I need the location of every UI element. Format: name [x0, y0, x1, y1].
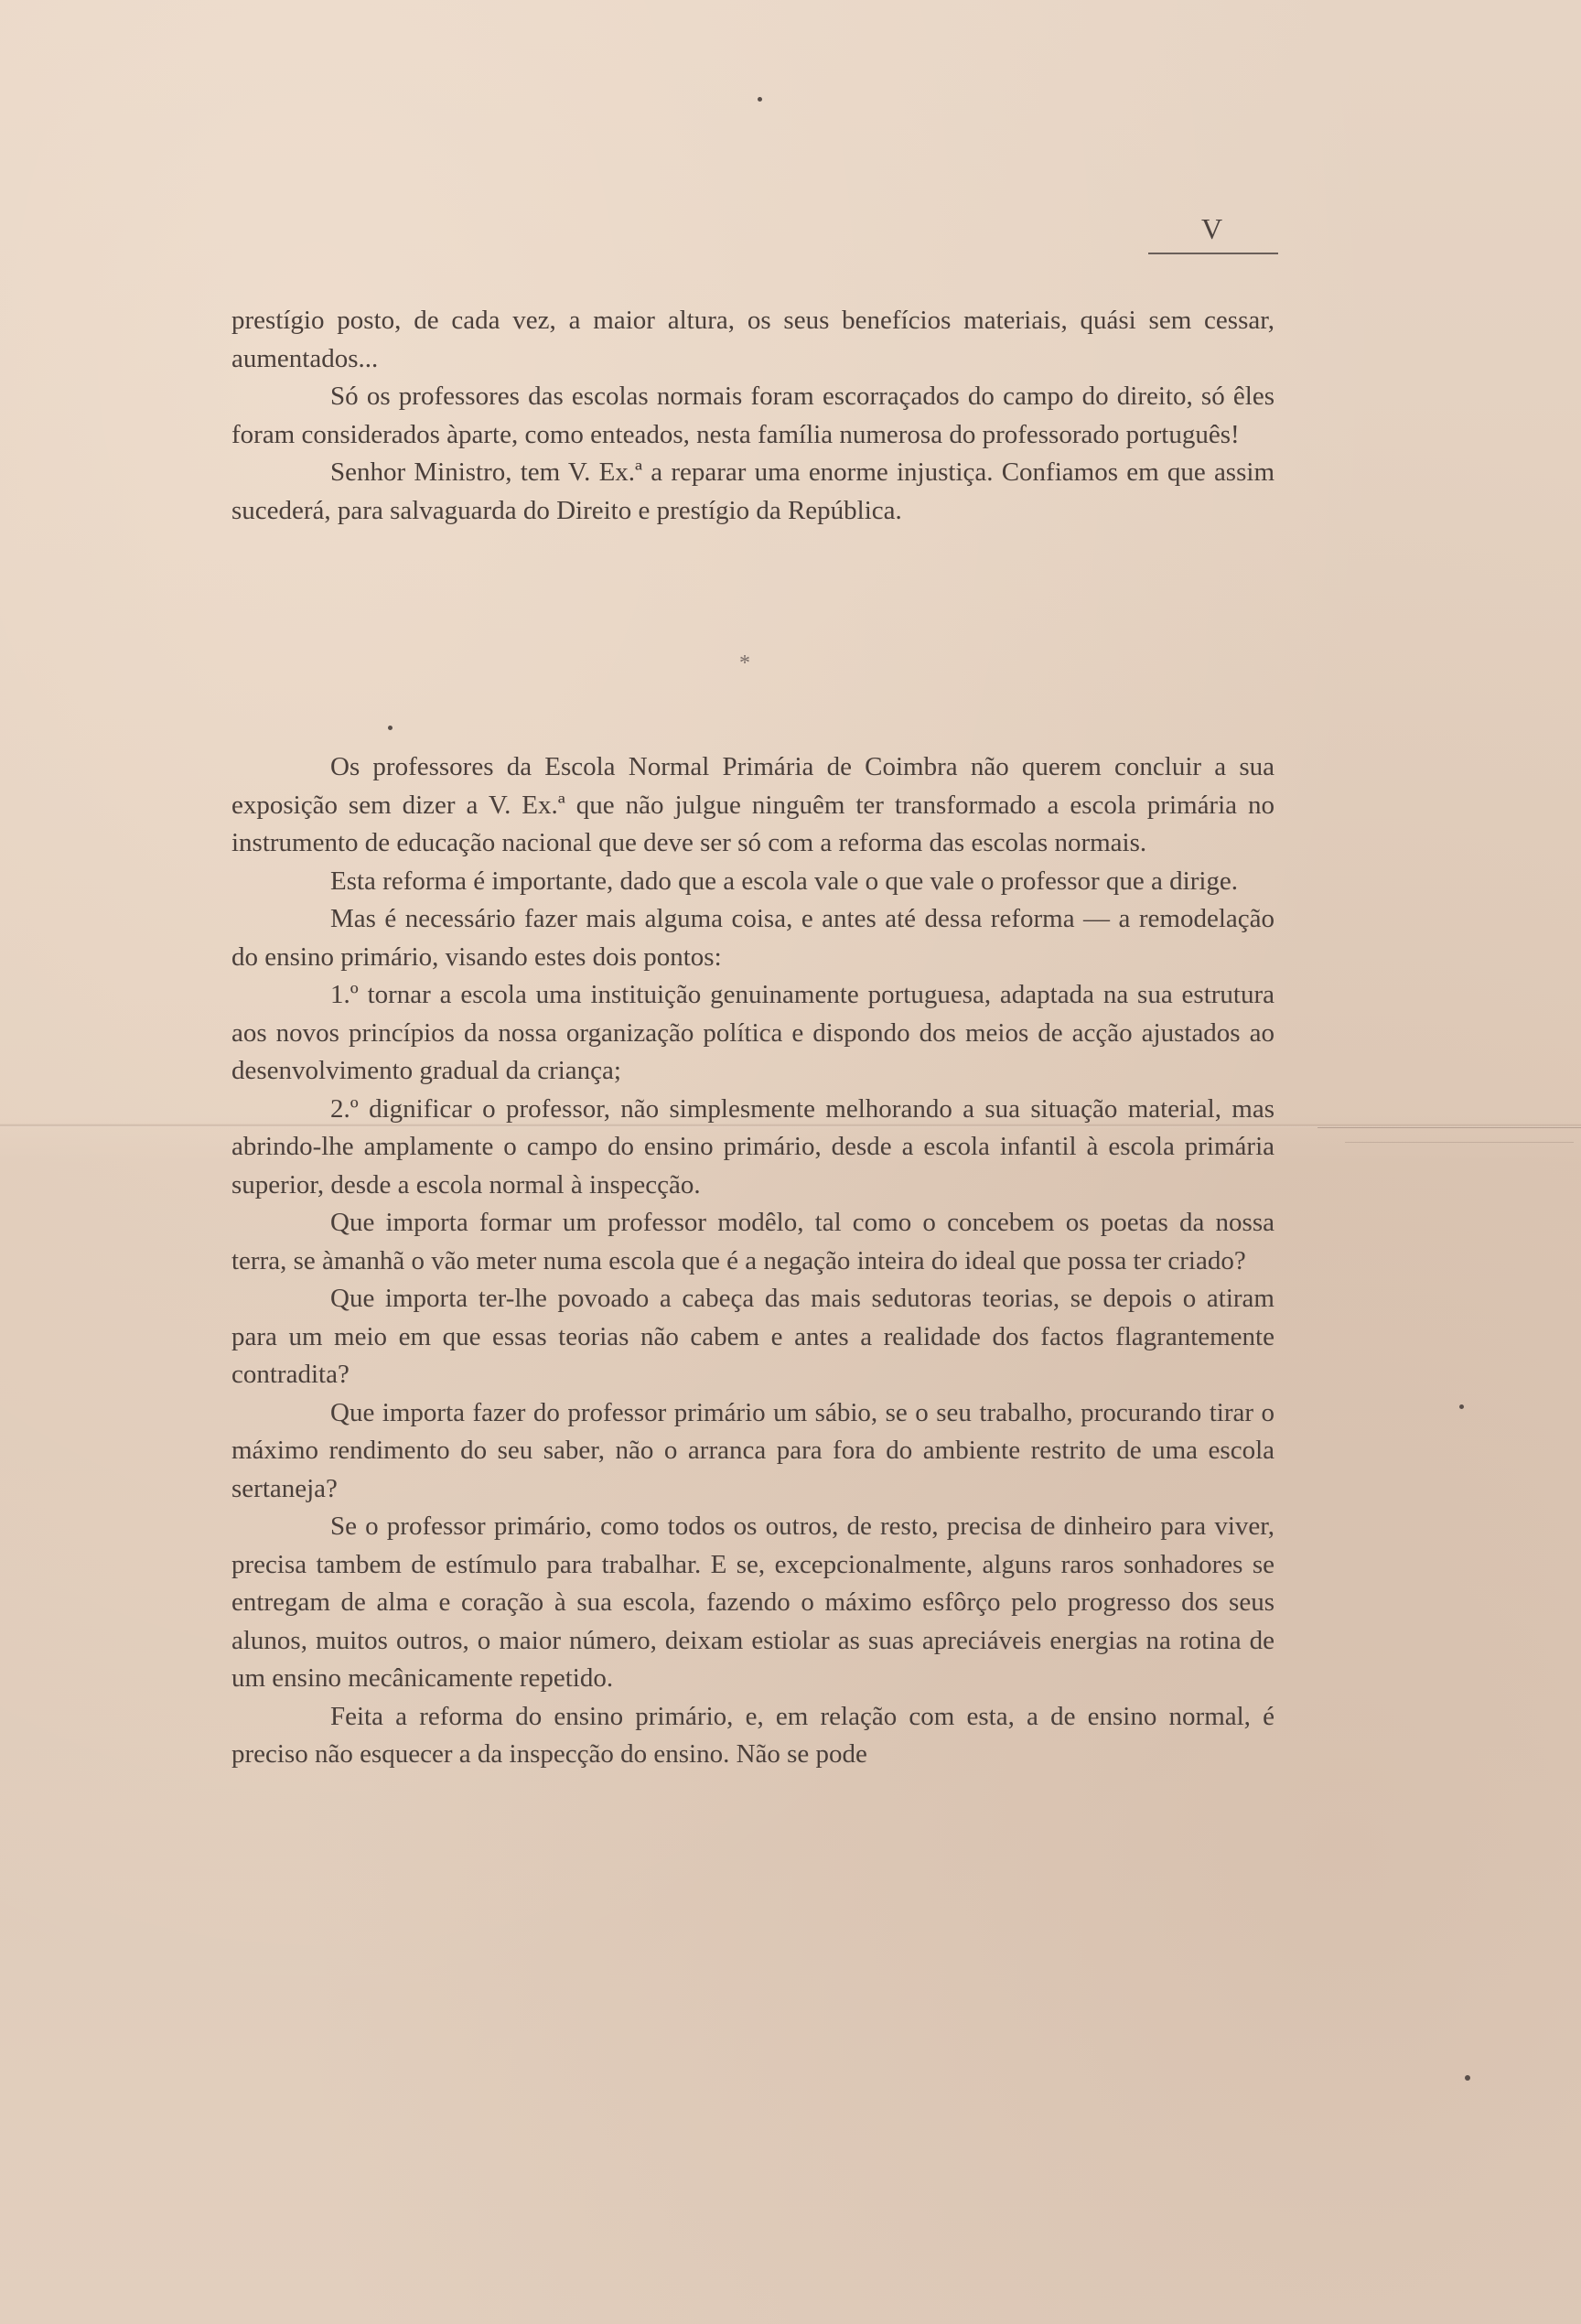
paragraph: prestígio posto, de cada vez, a maior altura, os seus benefícios materiais, quási sem cessar, aumentados...	[231, 306, 1274, 373]
paper-speck	[1459, 1404, 1464, 1409]
list-item: 2.º dignificar o professor, não simplesmente melhorando a sua situação material, mas abrindo-lhe amplamente o campo do ensino primário, desde a escola infantil à escola primária superior, desde a escola normal à inspecção.	[231, 1093, 1274, 1200]
page-number-rule	[1148, 253, 1278, 254]
top-text-section	[231, 302, 1274, 530]
paragraph: Senhor Ministro, tem V. Ex.ª a reparar uma enorme injustiça. Confiamos em que assim sucederá, para salvaguarda do Direito e prestígio da República.	[231, 457, 1274, 525]
section-separator: *	[739, 651, 750, 675]
paper-crease	[1318, 1127, 1581, 1128]
paragraph: Que importa ter-lhe povoado a cabeça das mais sedutoras teorias, se depois o atiram para um meio em que essas teorias não cabem e antes a realidade dos factos flagrantemente contradita?	[231, 1284, 1274, 1389]
paper-speck	[758, 97, 762, 102]
paragraph: Feita a reforma do ensino primário, e, em relação com esta, a de ensino normal, é preciso não esquecer a da inspecção do ensino. Não se pode	[231, 1701, 1274, 1769]
list-item: 1.º tornar a escola uma instituição genuinamente portuguesa, adaptada na sua estrutura aos novos princípios da nossa organização política e dispondo dos meios de acção ajustados ao desenvolvimento gradual da criança;	[231, 980, 1274, 1085]
paper-speck	[1465, 2075, 1470, 2081]
page-number: V	[1200, 212, 1224, 245]
paragraph: Se o professor primário, como todos os outros, de resto, precisa de dinheiro para viver, precisa tambem de estímulo para trabalhar. E se, excepcionalmente, alguns raros sonhadores se entregam de alma e coração à sua escola, fazendo o máximo esfôrço pelo progresso dos seus alunos, muitos outros, o maior número, deixam estiolar as suas apreciáveis energias na rotina de um ensino mecânicamente repetido.	[231, 1512, 1274, 1693]
paragraph: Esta reforma é importante, dado que a escola vale o que vale o professor que a dirige.	[330, 866, 1239, 896]
paragraph: Os professores da Escola Normal Primária de Coimbra não querem concluir a sua exposição sem dizer a V. Ex.ª que não julgue ninguêm ter transformado a escola primária no instrumento de educação nacional que deve ser só com a reforma das escolas normais.	[231, 752, 1274, 857]
paragraph: Mas é necessário fazer mais alguma coisa, e antes até dessa reforma — a remodelação do ensino primário, visando estes dois pontos:	[231, 904, 1274, 972]
paragraph: Que importa fazer do professor primário um sábio, se o seu trabalho, procurando tirar o máximo rendimento do seu saber, não o arranca para fora do ambiente restrito de uma escola sertaneja?	[231, 1397, 1274, 1503]
main-text-section	[231, 748, 1274, 1774]
paper-crease-2	[1345, 1142, 1574, 1143]
paragraph: Só os professores das escolas normais foram escorraçados do campo do direito, só êles foram considerados àparte, como enteados, nesta família numerosa do professorado português!	[231, 382, 1274, 449]
paragraph: Que importa formar um professor modêlo, tal como o concebem os poetas da nossa terra, se àmanhã o vão meter numa escola que é a negação inteira do ideal que possa ter criado?	[231, 1208, 1274, 1275]
paper-speck	[388, 726, 393, 730]
